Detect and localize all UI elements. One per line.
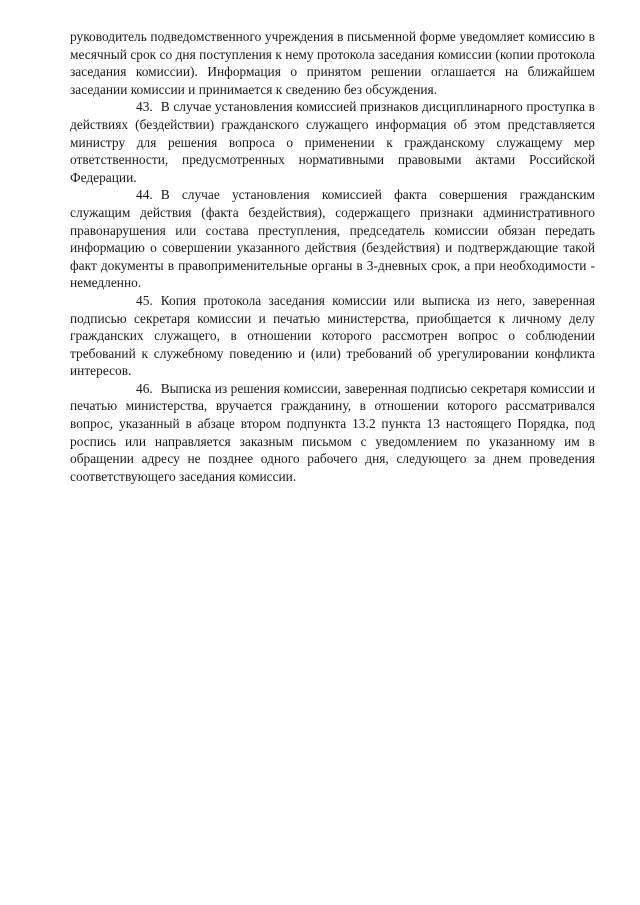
paragraph-46 — [70, 380, 595, 486]
paragraph-text: руководитель подведомственного учреждения в письменной форме уведомляет комиссию в месячный срок со дня поступления к нему протокола заседания комиссии (копии протокола заседания комиссии). Информация о принятом решении оглашается на ближайшем заседании комиссии и принимается к сведению без обсуждения. — [70, 29, 595, 97]
paragraph-continuation — [70, 28, 595, 98]
paragraph-number: 45. — [136, 292, 153, 308]
paragraph-43 — [70, 98, 595, 186]
paragraph-text: В случае установления комиссией признаков дисциплинарного проступка в действиях (бездействии) гражданского служащего информация об этом представляется министру для решения вопроса о применении к гражданскому служащему мер ответственности, предусмотренных нормативными правовыми актами Российской Федерации. — [70, 99, 595, 185]
paragraph-number: 46. — [136, 380, 153, 396]
paragraph-text: Выписка из решения комиссии, заверенная подписью секретаря комиссии и печатью министерства, вручается гражданину, в отношении которого рассматривался вопрос, указанный в абзаце втором подпункта 13.2 пункта 13 настоящего Порядка, под роспись или направляется заказным письмом с уведомлением по указанному им в обращении адресу не позднее одного рабочего дня, следующего за днем проведения соответствующего заседания комиссии. — [70, 380, 595, 484]
document-page — [70, 28, 595, 485]
paragraph-number: 44. — [136, 187, 153, 203]
paragraph-text: В случае установления комиссией факта совершения гражданским служащим действия (факта бездействия), содержащего признаки административного правонарушения или состава преступления, председатель комиссии обязан передать информацию о совершении указанного действия (бездействия) и подтверждающие такой факт документы в правоприменительные органы в 3-дневных срок, а при необходимости - немедленно. — [70, 187, 595, 291]
paragraph-44 — [70, 186, 595, 292]
paragraph-45 — [70, 292, 595, 380]
paragraph-text: Копия протокола заседания комиссии или выписка из него, заверенная подписью секретаря комиссии и печатью министерства, приобщается к личному делу гражданских служащего, в отношении которого рассмотрен вопрос о соблюдении требований к служебному поведению и (или) требований об урегулировании конфликта интересов. — [70, 292, 595, 379]
paragraph-number: 43. — [136, 99, 153, 115]
